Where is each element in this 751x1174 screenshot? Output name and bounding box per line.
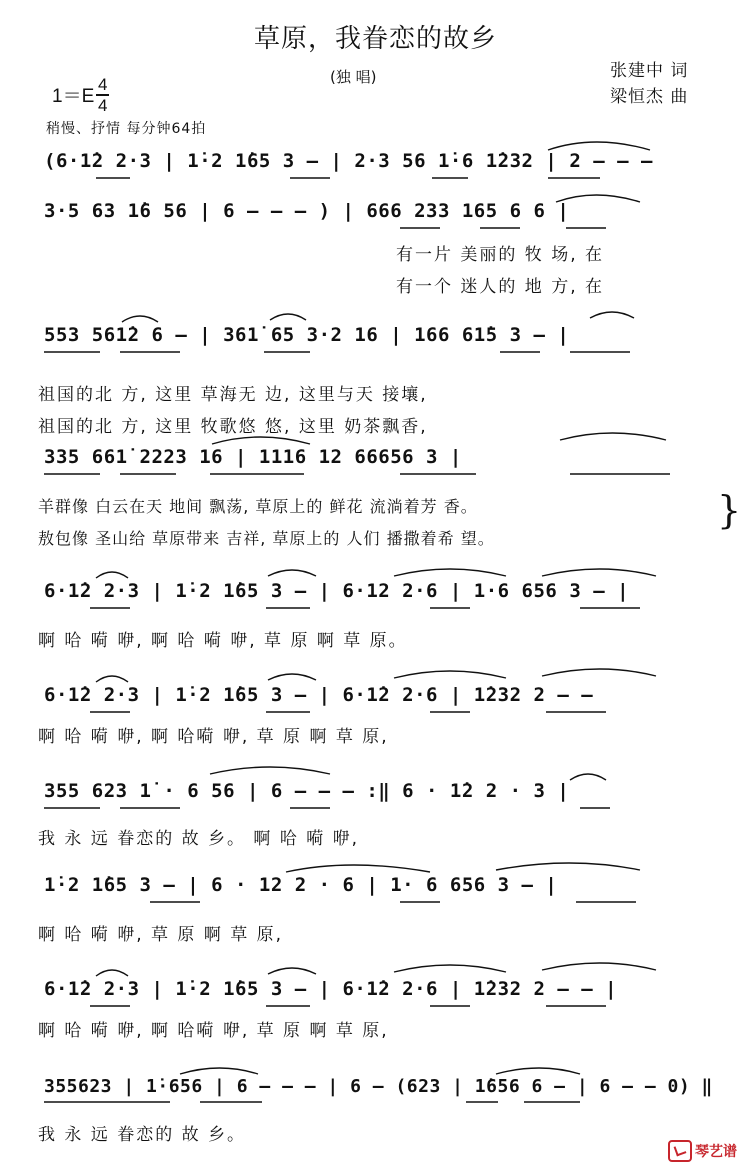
lyric-line-6: 啊 哈 嗬 咿, 啊 哈嗬 咿, 草 原 啊 草 原, <box>38 727 389 747</box>
slur <box>496 1068 580 1074</box>
lyric-line-4a: 羊群像 白云在天 地间 飘荡, 草原上的 鲜花 流淌着芳 香。 <box>38 497 478 516</box>
notation-text: 6·1̇2 2·3 | 1̇·2 1̇65 3 — | 6·12 2·6 | 1·6 656 3 — | <box>44 580 630 602</box>
slur <box>268 674 316 680</box>
slur <box>122 316 158 322</box>
slur <box>270 314 306 320</box>
slur <box>268 968 316 974</box>
lyricist-credit: 张建中 词 <box>610 61 689 81</box>
tempo-marking: 稍慢、抒情 每分钟64拍 <box>46 121 207 137</box>
lyric-line-3b: 祖国的北 方, 这里 牧歌悠 悠, 这里 奶茶飘香, <box>38 417 428 437</box>
watermark-text: 琴艺谱 <box>695 1144 737 1160</box>
lyric-line-5: 啊 哈 嗬 咿, 啊 哈 嗬 咿, 草 原 啊 草 原。 <box>38 631 408 651</box>
performance-type: (独 唱) <box>330 68 377 86</box>
slur <box>548 142 650 150</box>
song-title: 草原，我眷恋的故乡 <box>253 24 497 54</box>
lyric-line-8: 啊 哈 嗬 咿, 草 原 啊 草 原, <box>38 925 284 945</box>
notation-text: 355 623 1̇ · 6 56 | 6 — — — :‖ 6 · 1̇2 2 · 3 | <box>44 780 570 802</box>
notation-text: 553 561̇2 6 — | 361̇ 65 3·2 16 | 166 61̇5 3 — | <box>44 324 570 346</box>
slur <box>394 671 506 678</box>
slur <box>212 437 310 444</box>
verse-brace: } <box>717 488 742 532</box>
time-top: 4 <box>98 75 108 94</box>
slur <box>286 865 430 872</box>
notation-text: 355623 | 1̇·656 | 6 — — — | 6 — (623 | 1̇656 6 — | 6 — — 0) ‖ <box>44 1076 713 1097</box>
lyric-line-4b: 敖包像 圣山给 草原带来 吉祥, 草原上的 人们 播撒着希 望。 <box>38 529 495 548</box>
slur <box>96 572 128 578</box>
lyric-line-3a: 祖国的北 方, 这里 草海无 边, 这里与天 接壤, <box>38 385 428 405</box>
slur <box>590 312 634 318</box>
slur <box>394 569 506 576</box>
slur <box>570 774 606 780</box>
site-watermark <box>668 1140 737 1162</box>
slur <box>542 963 656 970</box>
lyric-line-2a: 有一片 美丽的 牧 场, 在 <box>396 245 605 265</box>
time-bottom: 4 <box>98 95 108 115</box>
slur <box>394 965 506 972</box>
slur <box>268 570 316 576</box>
slur <box>560 433 666 440</box>
slur <box>96 676 128 682</box>
key-signature <box>52 76 109 114</box>
slur <box>542 669 656 676</box>
key-label: 1＝E <box>52 86 95 108</box>
time-signature <box>96 76 109 114</box>
lyric-line-2b: 有一个 迷人的 地 方, 在 <box>396 277 605 297</box>
slur <box>96 970 128 976</box>
lyric-line-7: 我 永 远 眷恋的 故 乡。 啊 哈 嗬 咿, <box>38 829 360 849</box>
notation-text: 1̇·2 1̇65 3 — | 6 · 12 2 · 6 | 1· 6 656 3 — | <box>44 874 558 896</box>
notation-text: 3·5 63 1̇6 56 | 6 — — — ) | 666 233 165 6 6 | <box>44 200 570 222</box>
notation-text: (6·1̇2 2·3 | 1̇·2 1̇65 3 — | 2·3 56 1̇·6 1̇232 | 2 — — — <box>44 150 653 172</box>
notation-text: 6·1̇2 2·3 | 1̇·2 1̇65 3 — | 6·1̇2 2·6 | 1̇232 2 — — | <box>44 978 618 1000</box>
notation-text: 6·1̇2 2·3 | 1̇·2 1̇65 3 — | 6·1̇2 2·6 | 1̇232 2 — — <box>44 684 594 706</box>
logo-icon <box>668 1140 692 1162</box>
composer-credit: 梁恒杰 曲 <box>610 87 689 107</box>
slur <box>210 767 330 774</box>
lyric-line-10: 我 永 远 眷恋的 故 乡。 <box>38 1125 247 1145</box>
notation-text: 335 661̇ 2223 16 | 1116 12 66656 3 | <box>44 446 462 468</box>
slur <box>542 569 656 576</box>
slur <box>180 1068 258 1074</box>
slur <box>496 863 640 870</box>
lyric-line-9: 啊 哈 嗬 咿, 啊 哈嗬 咿, 草 原 啊 草 原, <box>38 1021 389 1041</box>
